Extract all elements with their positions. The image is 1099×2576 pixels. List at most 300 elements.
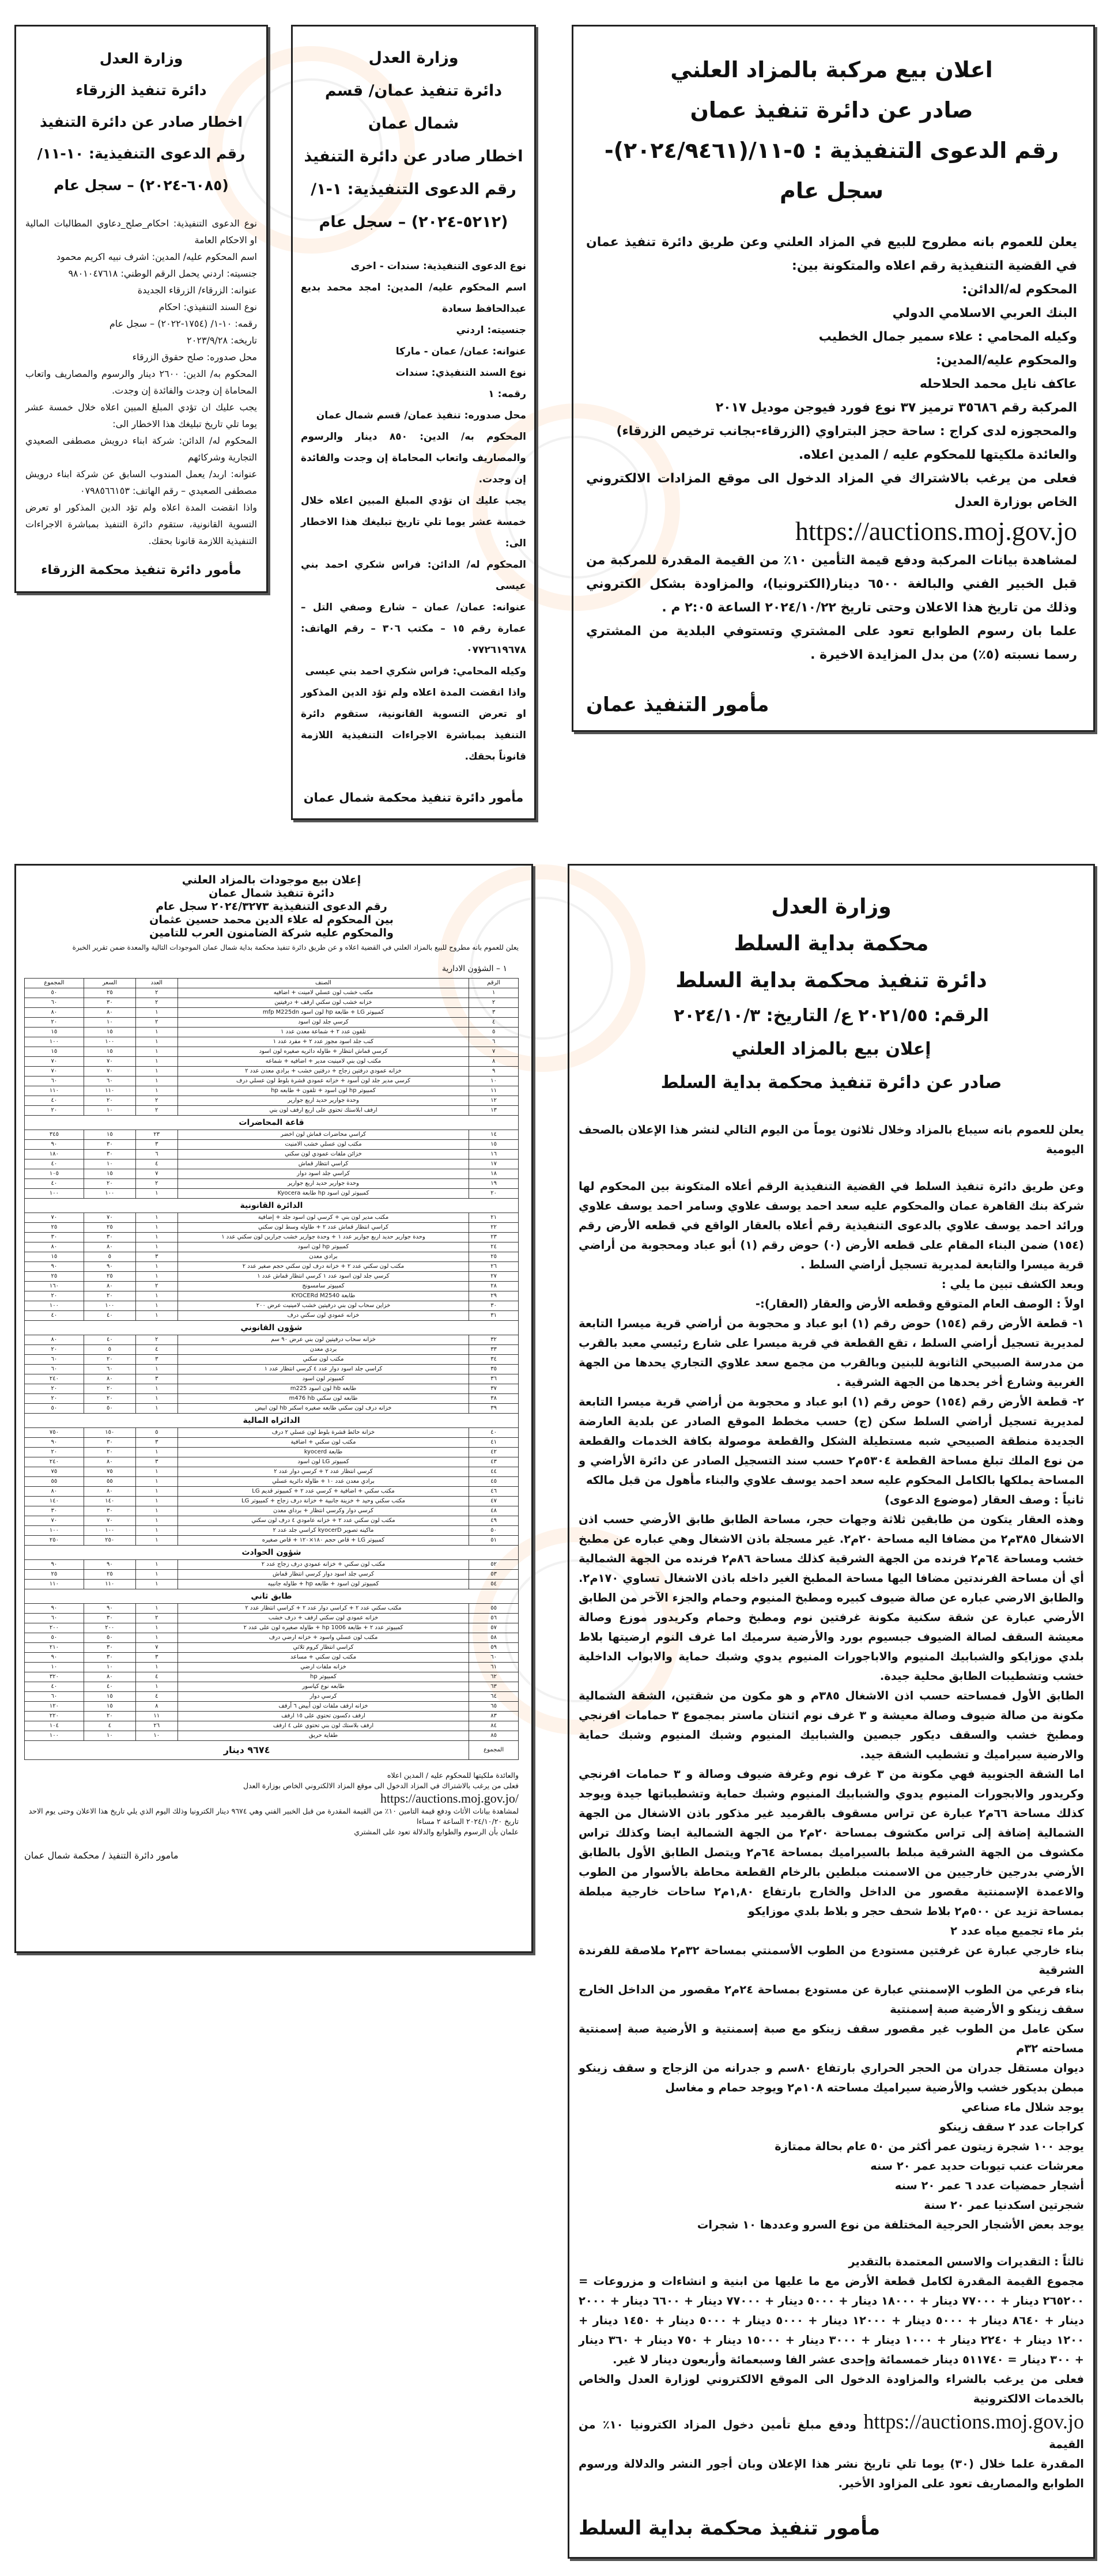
item-number: ٣ <box>469 1008 519 1018</box>
table-row <box>25 1506 519 1516</box>
text-line: يجب عليك ان تؤدي المبلغ المبين اعلاه خلال خمسة عشر يوما تلي تاريخ تبليغك هذا الاخطار الى: <box>25 402 257 429</box>
text-line: عنوانه: اربد/ يعمل المندوب السابق عن شركة ابناء درويش مصطفى الصعيدي – رقم الهاتف: ٠٧٩٨٥٦٦١٥٣ <box>25 469 257 496</box>
text-line: وعن طريق دائرة تنفيذ السلط في القضية التنفيذية الرقم أعلاه المتكونة بين المحكوم لها شركة بنك القاهرة عمان والمحكوم عليه سعد احمد يوسف علاوي وسامر احمد يوسف علاوي ورائد احمد يوسف علاوي بالدعوى التنفيذية رقم أعلاه بالعقار الواقع في قطعه الأرض رقم (١٥٤) ضمن البناء المقام على قطعه الأرض (٠) حوض رقم (١) أبو عباد ومحجوبة من أراضي قرية ميسرا والتابعة لمديرية تسجيل أراضي السلط . <box>579 1180 1084 1271</box>
item-description: وحدة جوارير حديد اربع جوارير <box>177 1096 469 1106</box>
item-price: ١٥ <box>84 1692 135 1702</box>
item-total: ٨٠ <box>25 1242 84 1252</box>
title-line: صادر عن دائرة تنفيذ عمان <box>690 97 973 123</box>
item-description: كمبيوتر LG لون اسود <box>177 1457 469 1467</box>
auction-url-link[interactable]: https://auctions.moj.gov.jo <box>863 2410 1085 2433</box>
item-number: ٥٨ <box>469 1633 519 1643</box>
text-line: ثالثاً : التقديرات والاسس المعتمدة بالتقدير <box>848 2255 1084 2268</box>
text-line: وكيله المحامي : علاء سمير جمال الخطيب <box>818 330 1077 344</box>
item-total: ٢٤٠ <box>25 1457 84 1467</box>
item-number: ٨٤ <box>469 1721 519 1731</box>
item-total: ٥٥ <box>25 1477 84 1487</box>
text-line: البنك العربي الاسلامي الدولي <box>892 306 1077 320</box>
item-price: ٣٠ <box>84 1643 135 1653</box>
text-line: عنوانه: عمان/ عمان - ماركا <box>395 346 526 357</box>
item-total: ٤٠ <box>25 1159 84 1169</box>
title-line: (٦٠٨٥-٢٠٢٤) – سجل عام <box>54 177 229 194</box>
item-quantity: ١ <box>135 1487 177 1497</box>
item-price: ٥ <box>84 1252 135 1262</box>
north-amman-execution-notice <box>291 25 536 820</box>
title-line: إعلان بيع موجودات بالمزاد العلني <box>182 874 361 886</box>
item-price: ١٠ <box>84 1106 135 1116</box>
item-number: ٢١ <box>469 1213 519 1223</box>
total-row <box>25 1741 519 1760</box>
table-row <box>25 1335 519 1345</box>
item-price: ٥٠ <box>84 1633 135 1643</box>
item-quantity: ٤ <box>135 1672 177 1682</box>
item-quantity: ١ <box>135 1604 177 1614</box>
section-heading: ١ – الشؤون الادارية <box>442 964 507 973</box>
item-number: ٥٩ <box>469 1643 519 1653</box>
item-description: بردي معدن <box>177 1345 469 1355</box>
text-line: اسم المحكوم عليه/ المدين: امجد محمد بديع عبدالحافظ سعادة <box>301 282 526 315</box>
section-row <box>25 1321 519 1335</box>
table-row <box>25 1394 519 1404</box>
item-description: كمبيوتر لون اسود hp طابعة Kyocera <box>177 1189 469 1199</box>
item-price: ٧٥ <box>84 1467 135 1477</box>
column-header: العدد <box>135 979 177 988</box>
item-total: ١١٠ <box>25 1580 84 1589</box>
item-price: ٢٥٠ <box>84 1536 135 1546</box>
item-total: ٦٠ <box>25 1365 84 1374</box>
item-description: مكتب سكني عدد ٢ + كراسي دوار عدد ٢ + كراسي انتظار عدد ٢ <box>177 1604 469 1614</box>
title-line: محكمة بداية السلط <box>734 932 929 955</box>
text-line: معرشات عنب تيوبات حديد عمر ٢٠ سنه <box>870 2159 1084 2173</box>
item-price: ٤ <box>84 1721 135 1731</box>
item-price: ٢٠ <box>84 1291 135 1301</box>
auction-url-link[interactable]: https://auctions.moj.gov.jo/ <box>380 1791 519 1806</box>
item-price: ١٥ <box>84 1702 135 1712</box>
item-quantity: ١٠ <box>135 1731 177 1741</box>
item-quantity: ١ <box>135 1262 177 1272</box>
text-line: نوع الدعوى التنفيذية: سندات - اخرى <box>350 260 526 272</box>
item-total: ١٠٤ <box>25 1721 84 1731</box>
text-line: المحكوم له/الدائن: <box>962 282 1077 297</box>
item-description: خزانه عمودي لون سكني ارفف + درف خشب <box>177 1614 469 1623</box>
item-number: ٥٧ <box>469 1623 519 1633</box>
notice-title <box>24 874 519 940</box>
item-price: ١١٠ <box>84 1580 135 1589</box>
item-number: ٤٦ <box>469 1487 519 1497</box>
text-line: والمحجوزه لدى كراج : ساحة حجز البتراوي (الزرقاء-بجانب ترخيص الزرقاء) <box>616 424 1077 439</box>
title-line: اخطار صادر عن دائرة التنفيذ <box>40 114 243 130</box>
item-description: طابعه نوع كياسور <box>177 1682 469 1692</box>
text-line: لمشاهدة بيانات الأثاث ودفع قيمة التامين ١٠٪ من القيمة المقدرة من قبل الخبير الفني وهي ٩٦٧٤ دينار الكترونيا وذلك اليوم الذي يلي تاريخ هذا الاعلان وحتى يوم الاحد تاريخ ٢٠٢٤/١٠/٢٠ الساعة ٢ مساءا <box>28 1807 519 1826</box>
column-header: الرقم <box>469 979 519 988</box>
item-total: ٣٠ <box>25 1233 84 1242</box>
item-total: ٤٠ <box>25 1179 84 1189</box>
item-number: ٦١ <box>469 1663 519 1672</box>
text-line: فعلى من يرغب بالاشتراك في المزاد الدخول الى موقع المزاد الالكتروني الخاص بوزارة العدل <box>243 1781 519 1790</box>
text-line: كراجات عدد ٢ سقف زينكو <box>939 2120 1084 2133</box>
item-quantity: ١ <box>135 1077 177 1086</box>
item-quantity: ١ <box>135 1272 177 1282</box>
text-line: والمحكوم عليه/المدين: <box>936 353 1077 368</box>
item-description: كمبيوتر LG + قاص حجم ١٨٠×١٢٠ + قاص صغيره <box>177 1536 469 1546</box>
item-description: مكتب لون سكني + اضافية <box>177 1438 469 1448</box>
table-row <box>25 1487 519 1497</box>
item-quantity: ١ <box>135 1008 177 1018</box>
item-description: مكتب مدير لون بني + كرسي لون اسود جلد + إضافية <box>177 1213 469 1223</box>
column-header: السعر <box>84 979 135 988</box>
item-description: خزانه خشب لون سكني ارفف + درفيتين <box>177 998 469 1008</box>
item-quantity: ١ <box>135 1189 177 1199</box>
item-number: ١٩ <box>469 1179 519 1189</box>
table-row <box>25 1477 519 1487</box>
item-total: ٨٠ <box>25 1335 84 1345</box>
item-number: ٣٠ <box>469 1301 519 1311</box>
table-row <box>25 1526 519 1536</box>
item-total: ١١٠ <box>25 1086 84 1096</box>
table-row <box>25 1077 519 1086</box>
item-price: ١٥ <box>84 1169 135 1179</box>
notice-title <box>586 50 1077 211</box>
notice-footer <box>24 1770 519 1837</box>
item-quantity: ١ <box>135 1682 177 1692</box>
item-total: ٣٤٥ <box>25 1130 84 1140</box>
table-row <box>25 1086 519 1096</box>
item-number: ٨٣ <box>469 1712 519 1721</box>
text-line: تاريخه: ٢٠٢٣/٩/٢٨ <box>187 335 257 346</box>
text-line: فعلى من يرغب بالاشتراك في المزاد الدخول الى موقع المزادات الالكتروني الخاص بوزارة العدل <box>586 471 1077 509</box>
item-quantity: ٢ <box>135 988 177 998</box>
items-table <box>24 978 519 1760</box>
item-number: ٦٥ <box>469 1702 519 1712</box>
table-row <box>25 1663 519 1672</box>
item-quantity: ٢ <box>135 1106 177 1116</box>
text-line: نوع السند التنفيذي: احكام <box>158 301 257 312</box>
text-line: ثانياً : وصف العقار (موضوع الدعوى) <box>885 1493 1084 1506</box>
item-description: برادي معدن <box>177 1252 469 1262</box>
item-price: ١٤٠ <box>84 1497 135 1506</box>
item-price: ٣٠ <box>84 1233 135 1242</box>
item-number: ٣٨ <box>469 1394 519 1404</box>
item-total: ١٠٠ <box>25 1301 84 1311</box>
item-number: ٢٥ <box>469 1252 519 1262</box>
item-description: مكتب سكني وحيد + خزينة جانبية + خزانة درف زجاج + كمبيوتر LG <box>177 1497 469 1506</box>
item-total: ٩٠ <box>25 1560 84 1570</box>
url-tail-text: ودفع مبلغ تأمين دخول المزاد الكترونيا ١٠٪ من القيمة <box>579 2418 1084 2451</box>
item-total: ٢٠ <box>25 1018 84 1028</box>
item-price: ٣٠ <box>84 1614 135 1623</box>
table-row <box>25 1213 519 1223</box>
notice-body <box>301 256 526 768</box>
item-quantity: ١ <box>135 1223 177 1233</box>
item-quantity: ٢ <box>135 1282 177 1291</box>
item-description: مكتب لون سكني + خزانه عمودي درف زجاج عدد ٢ <box>177 1560 469 1570</box>
title-line: صادر عن دائرة تنفيذ محكمة بداية السلط <box>660 1072 1002 1093</box>
text-line: محل صدوره: تنفيذ عمان/ قسم شمال عمان <box>316 410 526 421</box>
item-description: خزائن ملفات عمودي لون سكني <box>177 1150 469 1159</box>
table-row <box>25 1365 519 1374</box>
text-line: بئر ماء تجميع مياه عدد ٢ <box>950 1924 1084 1937</box>
item-number: ٤١ <box>469 1438 519 1448</box>
table-row <box>25 1497 519 1506</box>
item-total: ١٠٥ <box>25 1169 84 1179</box>
item-total: ٥٠ <box>25 988 84 998</box>
item-quantity: ١ <box>135 1037 177 1047</box>
item-price: ٢٥ <box>84 1223 135 1233</box>
item-price: ٨٠ <box>84 1282 135 1291</box>
item-quantity: ٤ <box>135 1692 177 1702</box>
item-quantity: ١ <box>135 1028 177 1037</box>
item-total: ٤٠ <box>25 1096 84 1106</box>
item-total: ٢٠ <box>25 1394 84 1404</box>
table-row <box>25 1672 519 1682</box>
table-row <box>25 1623 519 1633</box>
item-price: ٢٥ <box>84 1570 135 1580</box>
text-line: يوجد شلال ماء صناعي <box>961 2101 1084 2114</box>
table-row <box>25 1018 519 1028</box>
item-description: مكتب لون عسلي واسود + خزانه ارضي درف <box>177 1633 469 1643</box>
table-row <box>25 1560 519 1570</box>
item-description: كرسي جلد اسود دوار كرسي انتظار قماش <box>177 1570 469 1580</box>
text-line: مجموع القيمة المقدرة لكامل قطعة الأرض مع ما عليها من ابنية و انشاءات و مزروعات = ٢٦٥٢٠٠ دينار + ٧٧٠٠٠ دينار + ١٨٠٠٠ دينار + ٥٠٠٠ دينار + ٧٧٠٠٠ دينار + ٦٦٠٠ دينار + ٢٠٠٠ دينار + ٨٦٤٠ دينار + ٥٠٠٠ دينار + ١٢٠٠٠ دينار + ٥٠٠٠ دينار + ٥٠٠٠ دينار + ١٤٥٠ دينار + ١٢٠٠ دينار + ٢٢٤٠ دينار + ١٠٠٠ دينار + ٣٠٠٠ دينار + ١٥٠٠٠ دينار + ٧٥٠ دينار + ٣٦٠ دينار + ٣٠٠ دينار = ٥١١٧٤٠ دينار خمسمائة وإحدى عشر الفا وسبعمائة وأربعون دينار لا غير. <box>579 2275 1085 2366</box>
table-row <box>25 1106 519 1116</box>
title-line: اعلان بيع مركبة بالمزاد العلني <box>670 57 993 82</box>
item-price: ٥٠ <box>84 1404 135 1414</box>
text-line: وبعد الكشف تبين ما يلي : <box>941 1278 1084 1291</box>
text-line: أشجار حمضيات عدد ٦ عمر ٢٠ سنه <box>894 2179 1084 2192</box>
item-description: كمبيوتر سامسونج <box>177 1282 469 1291</box>
table-row <box>25 1233 519 1242</box>
item-price: ٢٠ <box>84 1179 135 1189</box>
item-total: ٦٠ <box>25 998 84 1008</box>
item-description: طفاية حريق <box>177 1731 469 1741</box>
text-line: الطابق الأول فمساحته حسب اذن الاشغال ٣٨٥م و هو مكون من شقتين، الشقة الشمالية مكونة من صالة ضيوف وصالة معيشة و ٣ غرف نوم اثنتان ماستر بمجموع ٣ حمامات افرنجي ومطبخ خشب والسقف ديكور جبصين والشبابيك المنيوم وشبك المنيوم وشبك حماية والارضية سيراميك و تشطيب الشقة جيد. <box>579 1689 1084 1761</box>
section-row <box>25 1414 519 1428</box>
item-quantity: ١ <box>135 1057 177 1067</box>
item-price: ١١٠ <box>84 1086 135 1096</box>
auction-url-link[interactable]: https://auctions.moj.gov.jo <box>795 516 1077 546</box>
item-description: كمبيوتر hp لون اسود <box>177 1242 469 1252</box>
item-total: ٥٠ <box>25 1633 84 1643</box>
item-total: ١٨٠ <box>25 1150 84 1159</box>
item-total: ٤٠ <box>25 1311 84 1321</box>
item-total: ٥٠ <box>25 1404 84 1414</box>
item-description: وحدة جوارير حديد اربع جوارير عدد ١ + وحدة جوارير خشب جرارين لون سكني عدد ١ <box>177 1233 469 1242</box>
text-line: اولاً : الوصف العام المتوقع وقطعه الأرض والعقار (العقار):- <box>755 1297 1084 1310</box>
table-row <box>25 1374 519 1384</box>
item-description: ارفف دكسون تحتوي على ١٥ ارفف <box>177 1712 469 1721</box>
item-total: ٢٥ <box>25 1223 84 1233</box>
item-number: ١٨ <box>469 1169 519 1179</box>
item-price: ١٠ <box>84 1018 135 1028</box>
title-line: (٥٢١٢-٢٠٢٤) – سجل عام <box>319 213 508 231</box>
item-number: ٥١ <box>469 1536 519 1546</box>
item-description: خزانه عمودي لون سكني درف <box>177 1311 469 1321</box>
item-quantity: ٢ <box>135 1179 177 1189</box>
section-row <box>25 1589 519 1604</box>
title-line: وزارة العدل <box>771 895 892 919</box>
text-line: سكن عامل من الطوب غير مقصور سقف زينكو مع صبة إسمنتية و الأرضية صبة إسمنتية مساحته ٣٢م <box>579 2022 1084 2055</box>
item-price: ٨٠ <box>84 1672 135 1682</box>
item-quantity: ٤ <box>135 1159 177 1169</box>
item-total: ٢٠ <box>25 1106 84 1116</box>
text-line: المحكوم به/ الدين: ٢٦٠٠ دينار والرسوم والمصاريف واتعاب المحاماة إن وجدت والفائدة إن وجدت. <box>25 368 258 396</box>
item-total: ٩٠ <box>25 1653 84 1663</box>
item-quantity: ٣ <box>135 1653 177 1663</box>
item-price: ٣٠ <box>84 1150 135 1159</box>
table-row <box>25 1614 519 1623</box>
text-line: يعلن للعموم بانه مطروح للبيع في المزاد العلني وعن طريق دائرة تنفيذ عمان في القضية التنفيذية رقم اعلاه والمتكونة بين: <box>586 235 1077 273</box>
item-price: ٣٠ <box>84 1653 135 1663</box>
table-row <box>25 1242 519 1252</box>
item-number: ٣٤ <box>469 1355 519 1365</box>
item-number: ٣٦ <box>469 1374 519 1384</box>
item-quantity: ٥ <box>135 1428 177 1438</box>
text-line: بناء خارجي عبارة عن غرفتين مستودع من الطوب الأسمنتي بمساحة ٣٢م٢ ملاصقة للفرندة الشرقية <box>579 1944 1084 1977</box>
top-notices-row <box>0 0 1099 820</box>
item-number: ٥٥ <box>469 1604 519 1614</box>
item-price: ٨٠ <box>84 1242 135 1252</box>
item-price: ٣٠ <box>84 1438 135 1448</box>
item-description: كراسي محاضرات قماش لون اخضر <box>177 1130 469 1140</box>
text-line: بناء فرعي من الطوب الإسمنتي عبارة عن مستودع بمساحة ٢٤م٢ مقصور من الداخل الخارج سقف زينكو و الأرضية صبة إسمنتية <box>579 1983 1084 2016</box>
item-total: ٢٥ <box>25 1272 84 1282</box>
text-line: ١- قطعة الأرض رقم (١٥٤) حوض رقم (١) ابو عباد و محجوبة من أراضي قرية ميسرا التابعة لمديرية تسجيل أراضي السلط ، تقع القطعة في قرية ميسرا على شارع رئيسي معبد بالقرب من مدرسة الصبيحي الثانوية للبنين وبالقرب من مجمع سعد علاوي التجاري يحدها من الجهة الغربية وشارع أخر يحدها من الجهة الشرقية . <box>579 1317 1084 1389</box>
item-total: ٧٥ <box>25 1467 84 1477</box>
item-description: كمبيوتر LG + طابعة hp لون اسود mfp M225dn <box>177 1008 469 1018</box>
text-line: يوجد بعض الأشجار الحرجية المختلفة من نوع السرو وعددها ١٠ شجرات <box>697 2218 1084 2231</box>
table-row <box>25 1291 519 1301</box>
item-number: ١٤ <box>469 1130 519 1140</box>
item-price: ٩٠ <box>84 1604 135 1614</box>
title-line: الرقم: ٢٠٢١/٥٥ ع/ التاريخ: ٢٠٢٤/١٠/٣ <box>674 1006 989 1026</box>
table-row <box>25 1028 519 1037</box>
item-number: ٤٨ <box>469 1506 519 1516</box>
item-price: ٢٠٠ <box>84 1623 135 1633</box>
text-line: لمشاهدة بيانات المركبة ودفع قيمة التأمين ١٠٪ من القيمة المقدرة للمركبة من قبل الخبير الفني والبالغة ٦٥٠٠ دينار(الكترونيا)، والمزاودة بشكل الكتروني وذلك من تاريخ هذا الاعلان وحتى تاريخ ٢٠٢٤/١٠/٢٢ الساعة ٢:٠٥ م . <box>586 553 1078 615</box>
notice-signature: مأمور دائرة تنفيذ محكمة شمال عمان <box>303 791 524 804</box>
table-row <box>25 1262 519 1272</box>
text-line: نوع السند التنفيذي: سندات <box>395 367 526 379</box>
item-total: ٩٠ <box>25 1262 84 1272</box>
item-price: ٨٠ <box>84 1374 135 1384</box>
table-row <box>25 1428 519 1438</box>
item-number: ٦٣ <box>469 1682 519 1692</box>
item-quantity: ١ <box>135 1242 177 1252</box>
item-total: ٢٢٠ <box>25 1712 84 1721</box>
item-description: طابعة kyocerd <box>177 1448 469 1457</box>
item-number: ٤٧ <box>469 1497 519 1506</box>
item-description: خزانه ملفات ارضي <box>177 1663 469 1672</box>
table-row <box>25 1159 519 1169</box>
item-price: ٢٠ <box>84 1355 135 1365</box>
item-number: ٢٢ <box>469 1223 519 1233</box>
item-total: ٩٠ <box>25 1140 84 1150</box>
title-line: دائرة تنفيذ شمال عمان <box>209 887 334 900</box>
item-description: كمبيوتر لون اسود <box>177 1374 469 1384</box>
item-description: كرسي مدير جلد لون أسود + خزانه عمودي قشرة بلوط لون عسلي درف <box>177 1077 469 1086</box>
item-description: كنب جلد اسود مجوز عدد ٢ + مفرد عدد ١ <box>177 1037 469 1047</box>
item-price: ٣٠ <box>84 998 135 1008</box>
title-line: رقم الدعوى التنفيذية: ١٠-١١/ <box>37 145 246 162</box>
item-quantity: ١ <box>135 1663 177 1672</box>
text-line: جنسيته: اردني <box>456 324 526 336</box>
item-quantity: ١ <box>135 1580 177 1589</box>
table-row <box>25 1047 519 1057</box>
text-line: رقمه: ١٠-١/ (١٧٥٤-٢٠٢٢) – سجل عام <box>109 318 257 329</box>
text-line: المحكوم به/ الدين: ٨٥٠ دينار والرسوم والمصاريف واتعاب المحاماة إن وجدت والفائدة إن وجدت. <box>301 431 526 485</box>
item-price: ٢٥ <box>84 1272 135 1282</box>
item-description: كرسي جلد لون اسود <box>177 1018 469 1028</box>
item-price: ١٥ <box>84 1047 135 1057</box>
text-line: ديوان مستقل جدران من الحجر الحراري بارتفاع ٨٠سم و جدرانه من الزجاج و سقف زينكو مبطن بديكور خشب والأرضية سيراميك مساحته ١٠٨م٢ ويوجد حمام و مغاسل <box>579 2061 1084 2094</box>
item-description: طابعه hb لون اسود m225 <box>177 1384 469 1394</box>
item-price: ٢٥ <box>84 988 135 998</box>
item-price: ٢٠ <box>84 1712 135 1721</box>
item-description: ماكينه تصوير kyocerD كراسي جلد عدد ٢ <box>177 1526 469 1536</box>
text-line: المحكوم له/ الدائن: فراس شكري احمد بني عيسى <box>301 559 526 592</box>
item-quantity: ١ <box>135 1067 177 1077</box>
column-header: المجموع <box>25 979 84 988</box>
item-price: ١٠٠ <box>84 1189 135 1199</box>
title-line: والمحكوم عليه شركة الضامنون العرب للتامين <box>149 927 394 939</box>
text-line: محل صدوره: صلح حقوق الزرقاء <box>132 352 257 362</box>
item-quantity: ٢ <box>135 998 177 1008</box>
item-quantity: ٣ <box>135 1140 177 1150</box>
item-total: ١٠٠ <box>25 1526 84 1536</box>
table-row <box>25 1712 519 1721</box>
table-row <box>25 1404 519 1414</box>
item-number: ٦٠ <box>469 1653 519 1663</box>
item-total: ٣٢٠ <box>25 1672 84 1682</box>
item-number: ١٣ <box>469 1106 519 1116</box>
item-description: كرسي دوار <box>177 1692 469 1702</box>
title-line: إعلان بيع بالمزاد العلني <box>731 1039 931 1059</box>
item-total: ١٠٠ <box>25 1189 84 1199</box>
item-price: ٢٠ <box>84 1394 135 1404</box>
item-description: مكتب لون سكني عدد ٢ + خزانة درف لون سكني حجم صغير عدد ٢ <box>177 1262 469 1272</box>
item-total: ٢٠ <box>25 1384 84 1394</box>
item-quantity: ١ <box>135 1560 177 1570</box>
title-line: دائرة تنفيذ الزرقاء <box>75 82 207 99</box>
title-line: رقم الدعوى التنفيذية: ١-١/ <box>311 180 516 198</box>
table-row <box>25 988 519 998</box>
item-price: ٨٠ <box>84 1457 135 1467</box>
item-total: ٢١٠ <box>25 1643 84 1653</box>
item-total: ٨٠ <box>25 1008 84 1018</box>
item-quantity: ٣ <box>135 1438 177 1448</box>
item-total: ٢٤٠ <box>25 1374 84 1384</box>
item-total: ١٥ <box>25 1047 84 1057</box>
table-row <box>25 1169 519 1179</box>
item-total: ١٢٠ <box>25 1702 84 1712</box>
item-number: ٣٩ <box>469 1404 519 1414</box>
item-price: ١٠ <box>84 1731 135 1741</box>
item-total: ٢٠٠ <box>25 1623 84 1633</box>
item-number: ٣٣ <box>469 1345 519 1355</box>
item-number: ٧ <box>469 1047 519 1057</box>
item-number: ١٢ <box>469 1096 519 1106</box>
item-price: ٦٠ <box>84 1077 135 1086</box>
item-total: ٤٠ <box>25 1682 84 1692</box>
table-row <box>25 1355 519 1365</box>
item-quantity: ٣ <box>135 1457 177 1467</box>
item-total: ١٤٠ <box>25 1497 84 1506</box>
furniture-auction-notice <box>14 864 533 1953</box>
item-number: ٥ <box>469 1028 519 1037</box>
table-row <box>25 1272 519 1282</box>
item-total: ٦٠ <box>25 1692 84 1702</box>
item-price: ٤٠ <box>84 1682 135 1692</box>
item-price: ٢٠ <box>84 1448 135 1457</box>
